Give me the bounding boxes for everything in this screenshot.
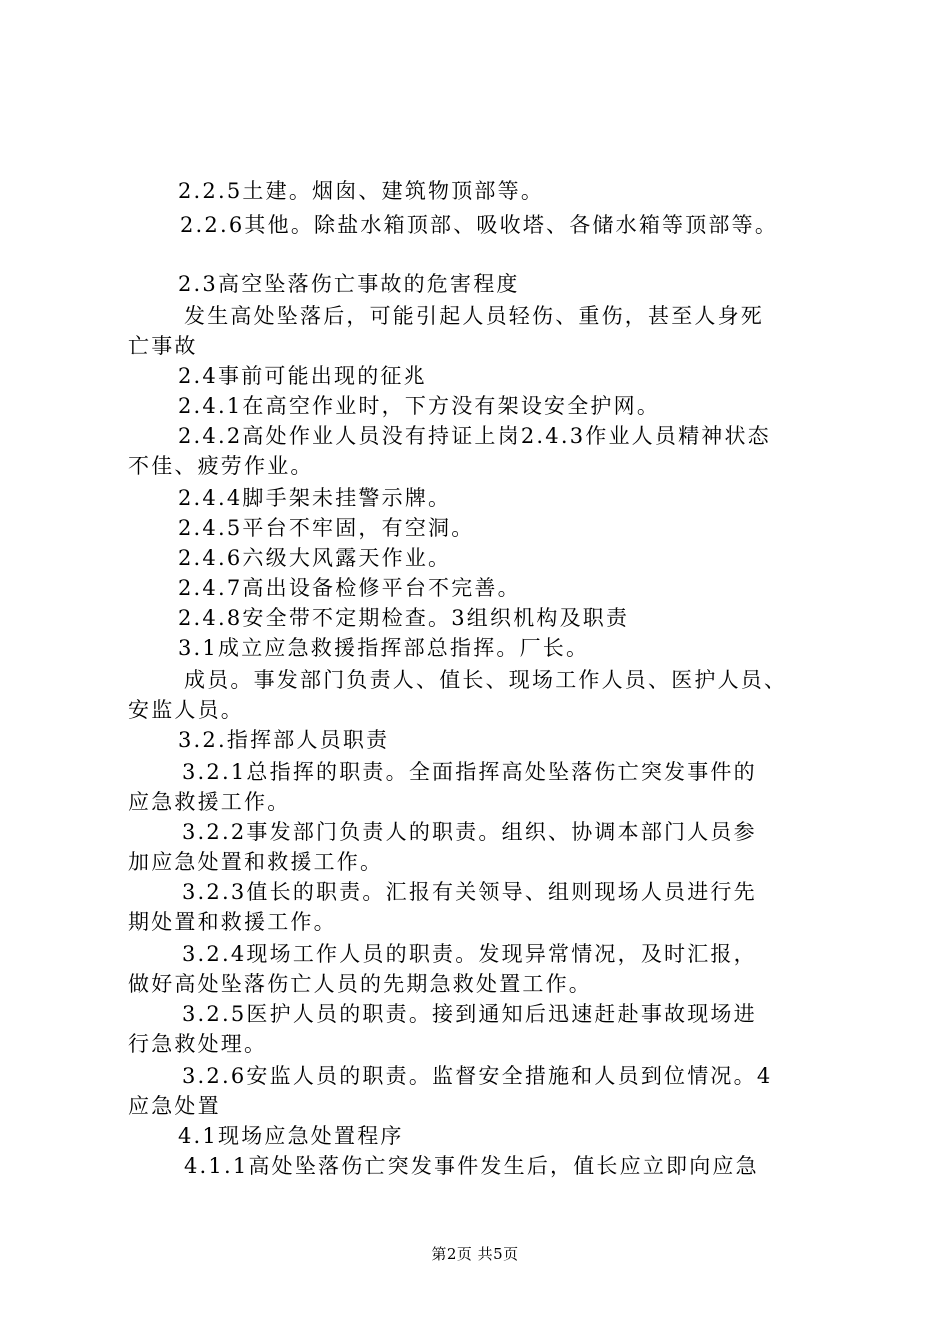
page-number-footer: 第2页 共5页: [431, 1245, 519, 1263]
section-heading-4-1: 4.1现场应急处置程序: [178, 1124, 404, 1148]
text-line-2-2-5: 2.2.5土建。烟囱、建筑物顶部等。: [178, 179, 545, 203]
section-heading-2-3: 2.3高空坠落伤亡事故的危害程度: [178, 272, 520, 296]
text-line-2-4-6: 2.4.6六级大风露天作业。: [178, 546, 452, 570]
text-line-2-4-4: 2.4.4脚手架未挂警示牌。: [178, 486, 452, 510]
text-line-3-2-5-cont: 行急救处理。: [128, 1032, 268, 1056]
section-heading-2-4: 2.4事前可能出现的征兆: [178, 364, 427, 388]
text-line-3-1: 3.1成立应急救援指挥部总指挥。厂长。: [178, 636, 590, 660]
text-line-3-2-4-cont: 做好高处坠落伤亡人员的先期急救处置工作。: [128, 972, 592, 996]
text-line-4-1-1: 4.1.1高处坠落伤亡突发事件发生后，值长应立即向应急: [184, 1154, 759, 1178]
text-line-3-1-members: 成员。事发部门负责人、值长、现场工作人员、医护人员、: [184, 668, 788, 692]
text-line-2-4-2: 2.4.2高处作业人员没有持证上岗2.4.3作业人员精神状态: [178, 424, 771, 448]
text-line-2-4-7: 2.4.7高出设备检修平台不完善。: [178, 576, 521, 600]
section-heading-3-2: 3.2.指挥部人员职责: [178, 728, 390, 752]
text-line-2-4-1: 2.4.1在高空作业时，下方没有架设安全护网。: [178, 394, 661, 418]
text-line-2-2-6: 2.2.6其他。除盐水箱顶部、吸收塔、各储水箱等顶部等。: [180, 213, 779, 237]
text-line-2-3-body: 发生高处坠落后，可能引起人员轻伤、重伤，甚至人身死: [184, 304, 764, 328]
text-line-2-4-5: 2.4.5平台不牢固，有空洞。: [178, 516, 475, 540]
text-line-3-2-2-cont: 加应急处置和救援工作。: [128, 850, 384, 874]
text-line-3-2-3-cont: 期处置和救援工作。: [128, 910, 337, 934]
text-line-2-4-3-cont: 不佳、疲劳作业。: [128, 454, 314, 478]
text-line-3-2-1: 3.2.1总指挥的职责。全面指挥高处坠落伤亡突发事件的: [182, 760, 757, 784]
text-line-3-2-6-cont: 应急处置: [128, 1094, 221, 1118]
text-line-3-2-1-cont: 应急救援工作。: [128, 790, 291, 814]
text-line-3-2-4: 3.2.4现场工作人员的职责。发现异常情况，及时汇报，: [182, 942, 757, 966]
text-line-3-2-5: 3.2.5医护人员的职责。接到通知后迅速赶赴事故现场进: [182, 1002, 757, 1026]
text-line-3-2-6: 3.2.6安监人员的职责。监督安全措施和人员到位情况。4: [182, 1064, 773, 1088]
text-line-3-2-3: 3.2.3值长的职责。汇报有关领导、组则现场人员进行先: [182, 880, 757, 904]
text-line-2-4-8: 2.4.8安全带不定期检查。3组织机构及职责: [178, 606, 630, 630]
text-line-3-1-members-cont: 安监人员。: [128, 698, 244, 722]
text-line-3-2-2: 3.2.2事发部门负责人的职责。组织、协调本部门人员参: [182, 820, 757, 844]
text-line-2-3-body-cont: 亡事故: [128, 334, 198, 358]
